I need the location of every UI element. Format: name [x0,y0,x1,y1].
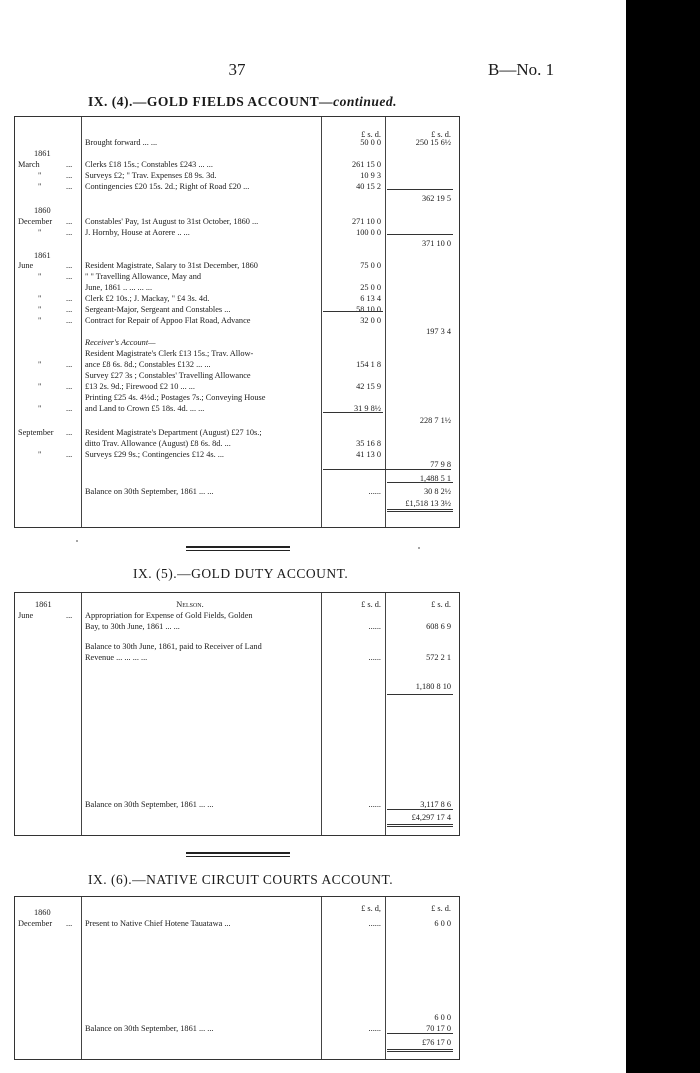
row-amount-mid: 271 10 0 [351,217,381,226]
row-date-dots: ... [66,171,73,180]
row-particulars: Clerks £18 15s.; Constables £243 ... ... [85,160,213,169]
row-amount-mid: ...... [368,1024,381,1033]
row-particulars: June, 1861 .. ... ... ... [85,283,153,292]
row-amount-right: 371 10 0 [421,239,451,248]
row-date-value: " [38,382,42,391]
row-amount-mid: ...... [368,919,381,928]
table-row [15,205,459,216]
row-particulars: £13 2s. 9d.; Firewood £2 10 ... ... [85,382,195,391]
row-amount-mid: 58 10 0 [356,305,381,314]
table-row [15,271,459,282]
row-amount-mid: 10 9 3 [360,171,381,180]
row-date-dots: ... [66,294,73,303]
row-date [18,381,78,392]
table-row [15,907,459,918]
row-amount-right: 3,117 8 6 [420,800,451,809]
row-particulars: Resident Magistrate's Department (August) £27 10s.; [85,428,262,437]
row-amount-mid: 31 9 8½ [354,404,381,413]
row-amount-mid: ...... [368,800,381,809]
row-date-value: 1861 [34,251,51,260]
table-row [15,641,459,652]
table-row [15,227,459,238]
row-date [18,148,78,159]
table-row [15,304,459,315]
total-rule [387,189,453,190]
col-header-mid: £ s. d. [361,600,381,609]
row-date [18,170,78,181]
col-header-right: £ s. d. [431,130,451,139]
row-amount-mid: 50 0 0 [360,138,381,147]
section2-title: IX. (5).—GOLD DUTY ACCOUNT. [133,566,349,581]
table-row [15,438,459,449]
table-row [15,359,459,370]
row-date [18,359,78,370]
row-amount-right: 250 15 6½ [415,138,451,147]
table-row [15,427,459,438]
table-row [15,681,459,692]
row-date-dots: ... [66,160,73,169]
row-date-dots: ... [66,217,73,226]
row-date-value: June [18,261,34,270]
row-date [18,427,78,438]
row-particulars: Printing £25 4s. 4½d.; Postages 7s.; Conveying House [85,393,266,402]
total-rule [387,482,453,483]
section-divider [186,856,290,857]
section-divider [186,852,290,854]
row-date-value: " [38,294,42,303]
row-amount-mid: 41 13 0 [356,450,381,459]
place-label: Nelson. [176,600,204,609]
row-amount-mid: ...... [368,487,381,496]
row-amount-right: 228 7 1½ [419,416,451,425]
table-row [15,181,459,192]
row-date-value: " [38,305,42,314]
row-amount-mid: 261 15 0 [351,160,381,169]
total-rule [387,1049,453,1052]
row-particulars: Resident Magistrate, Salary to 31st December, 1860 [85,261,258,270]
row-amount-right: 1,180 8 10 [415,682,451,691]
row-date-dots: ... [66,261,73,270]
table-row [15,315,459,326]
row-particulars: Constables' Pay, 1st August to 31st October, 1860 ... [85,217,259,226]
section1-title-main: IX. (4).—GOLD FIELDS ACCOUNT [88,94,320,109]
row-particulars: Balance on 30th September, 1861 ... ... [85,1024,214,1033]
scan-edge-bar [626,0,700,1073]
col-header-mid: £ s. d. [361,130,381,139]
row-date [18,293,78,304]
col-header-right: £ s. d. [431,904,451,913]
row-date-dots: ... [66,272,73,281]
table-row [15,621,459,632]
row-particulars: Revenue ... ... ... ... [85,653,148,662]
table-row [15,1037,459,1048]
row-amount-right: 608 6 9 [426,622,451,631]
row-particulars: Receiver's Account— [85,338,156,347]
row-particulars: Balance to 30th June, 1861, paid to Receiver of Land [85,642,262,651]
table-row [15,392,459,403]
total-rule [323,412,383,413]
col-header-right: £ s. d. [431,600,451,609]
row-amount-right: 6 0 0 [434,1013,451,1022]
table-row [15,193,459,204]
row-particulars: Brought forward ... ... [85,138,158,147]
table-row [15,260,459,271]
table-header-row [15,599,459,610]
row-date-dots: ... [66,182,73,191]
table-row [15,159,459,170]
row-date [18,205,78,216]
row-date [18,315,78,326]
row-date-value: March [18,160,40,169]
col-header-mid: £ s. d, [361,904,381,913]
total-rule [387,824,453,827]
row-date [18,304,78,315]
row-amount-mid: ...... [368,622,381,631]
row-particulars: Present to Native Chief Hotene Tauatawa ... [85,919,231,928]
row-date-dots: ... [66,360,73,369]
row-amount-mid: 75 0 0 [360,261,381,270]
row-amount-right: 77 9 8 [430,460,451,469]
row-date-dots: ... [66,316,73,325]
table-row [15,216,459,227]
table-row [15,918,459,929]
row-date-value: June [18,611,34,620]
row-date-value: " [38,228,42,237]
table-row [15,403,459,414]
row-amount-mid: 40 15 2 [356,182,381,191]
row-particulars: Appropriation for Expense of Gold Fields, Golden [85,611,253,620]
row-particulars: Surveys £2; " Trav. Expenses £8 9s. 3d. [85,171,217,180]
row-date-value: " [38,171,42,180]
row-date-dots: ... [66,228,73,237]
table-row [15,282,459,293]
table-row [15,137,459,148]
year-label: 1861 [35,600,52,609]
row-amount-right: £1,518 13 3½ [405,499,451,508]
row-date-value: December [18,217,53,226]
total-rule [387,234,453,235]
table-row [15,238,459,249]
row-amount-right: 572 2 1 [426,653,451,662]
gold-fields-table [14,116,460,528]
row-date [18,271,78,282]
row-date-value: " [38,272,42,281]
table-row [15,610,459,621]
row-date [18,907,78,918]
row-date-value: 1860 [34,908,51,917]
row-amount-right: 362 19 5 [421,194,451,203]
row-particulars: Resident Magistrate's Clerk £13 15s.; Trav. Allow- [85,349,254,358]
row-date [18,216,78,227]
row-date-dots: ... [66,919,73,928]
row-amount-mid: 100 0 0 [356,228,381,237]
table-row [15,652,459,663]
gold-duty-table [14,592,460,836]
row-particulars: " " Travelling Allowance, May and [85,272,202,281]
row-particulars: Surveys £29 9s.; Contingencies £12 4s. ... [85,450,224,459]
row-amount-mid: 42 15 9 [356,382,381,391]
row-date [18,260,78,271]
row-amount-right: £4,297 17 4 [411,813,451,822]
table-row [15,415,459,426]
total-rule [387,809,453,810]
table-row [15,370,459,381]
table-row [15,337,459,348]
row-amount-right: 1,488 5 1 [419,474,451,483]
row-date-dots: ... [66,428,73,437]
section1-title [88,94,397,110]
row-particulars: Sergeant-Major, Sergeant and Constables ... [85,305,231,314]
row-date-dots: ... [66,305,73,314]
row-date-dots: ... [66,404,73,413]
row-particulars: Contract for Repair of Appoo Flat Road, Advance [85,316,251,325]
total-rule [387,1033,453,1034]
row-date-value: " [38,182,42,191]
table-row [15,170,459,181]
row-particulars: Balance on 30th September, 1861 ... ... [85,800,214,809]
scan-speck [76,540,78,542]
row-date-value: September [18,428,54,437]
row-particulars: ditto Trav. Allowance (August) £8 6s. 8d. ... [85,439,231,448]
table-row [15,1012,459,1023]
row-amount-mid: ...... [368,653,381,662]
table-row [15,148,459,159]
row-amount-mid: 6 13 4 [360,294,381,303]
row-date-value: 1860 [34,206,51,215]
table-row [15,812,459,823]
row-amount-right: 197 3 4 [426,327,451,336]
row-date [18,181,78,192]
row-amount-mid: 35 16 8 [356,439,381,448]
row-date-value: " [38,450,42,459]
row-particulars: and Land to Crown £5 18s. 4d. ... ... [85,404,205,413]
section-divider [186,550,290,551]
table-row [15,348,459,359]
table-row [15,326,459,337]
scan-speck [418,547,420,549]
row-particulars: Bay, to 30th June, 1861 ... ... [85,622,180,631]
row-particulars: ance £8 6s. 8d.; Constables £132 ... ... [85,360,211,369]
row-date [18,159,78,170]
row-date-value: " [38,316,42,325]
document-reference: B—No. 1 [488,60,555,79]
row-date-dots: ... [66,450,73,459]
row-particulars: Survey £27 3s ; Constables' Travelling Allowance [85,371,251,380]
table-row [15,381,459,392]
table-row [15,486,459,497]
row-particulars: Clerk £2 10s.; J. Mackay, " £4 3s. 4d. [85,294,210,303]
row-amount-right: 6 0 0 [434,919,451,928]
row-amount-mid: 25 0 0 [360,283,381,292]
row-particulars: Contingencies £20 15s. 2d.; Right of Road £20 ... [85,182,250,191]
row-date-value: " [38,360,42,369]
row-amount-mid: 32 0 0 [360,316,381,325]
row-date [18,918,78,929]
row-date-value: December [18,919,53,928]
table-row [15,498,459,509]
total-rule [387,694,453,695]
row-date-dots: ... [66,382,73,391]
row-particulars: J. Hornby, House at Aorere .. ... [85,228,190,237]
row-amount-right: £76 17 0 [421,1038,451,1047]
row-particulars: Balance on 30th September, 1861 ... ... [85,487,214,496]
row-date [18,227,78,238]
total-rule [323,311,383,312]
native-circuit-courts-table [14,896,460,1060]
row-date-value: 1861 [34,149,51,158]
total-rule [323,469,451,470]
total-rule [387,509,453,512]
row-amount-right: 30 8 2½ [424,487,451,496]
row-amount-right: 70 17 0 [426,1024,451,1033]
row-date-value: " [38,404,42,413]
page-number: 37 [228,60,246,79]
row-date [18,403,78,414]
section1-title-suffix: —continued. [319,94,398,109]
table-row [15,293,459,304]
row-amount-mid: 154 1 8 [356,360,381,369]
row-date-dots: ... [66,611,73,620]
row-date [18,610,78,621]
section-divider [186,546,290,548]
section3-title: IX. (6).—NATIVE CIRCUIT COURTS ACCOUNT. [88,872,394,887]
